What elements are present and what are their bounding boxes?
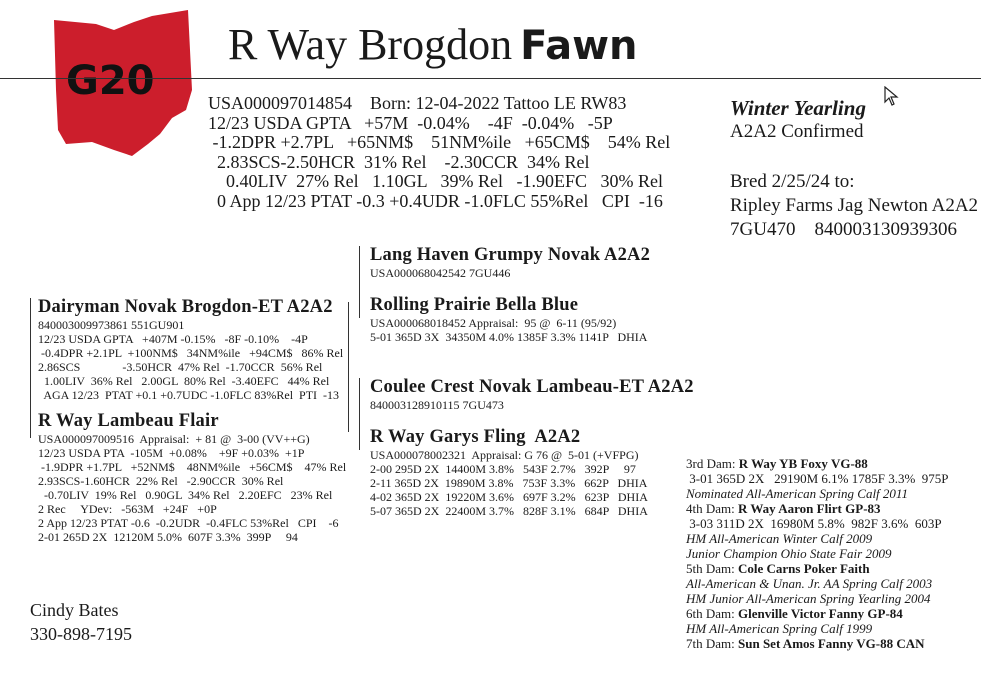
contact-phone: 330-898-7195 <box>30 624 132 644</box>
stats-line: -1.2DPR +2.7PL +65NM$ 51NM%ile +65CM$ 54% Rel <box>208 132 671 152</box>
sire-sire <box>370 244 650 280</box>
pedigree-connector <box>30 298 31 438</box>
dam-award: Nominated All-American Spring Calf 2011 <box>686 486 908 501</box>
ped-line: 5-01 365D 3X 34350M 4.0% 1385F 3.3% 1141P DHIA <box>370 330 648 344</box>
ped-line: USA000097009516 Appraisal: + 81 @ 3-00 (VV++G) <box>38 432 310 446</box>
ped-line: 2-00 295D 2X 14400M 3.8% 543F 2.7% 392P 97 <box>370 462 636 476</box>
dam-row <box>686 561 949 576</box>
stats-line: 2.83SCS-2.50HCR 31% Rel -2.30CCR 34% Rel <box>208 151 590 172</box>
animal-stats <box>208 94 670 211</box>
ped-line: 5-07 365D 2X 22400M 3.7% 828F 3.1% 684P DHIA <box>370 504 648 518</box>
ped-line: 4-02 365D 2X 19220M 3.6% 697F 3.2% 623P DHIA <box>370 490 648 504</box>
mouse-cursor-icon <box>884 86 900 106</box>
sire <box>38 296 343 402</box>
dam-award: Junior Champion Ohio State Fair 2009 <box>686 546 892 561</box>
dam-award: HM Junior All-American Spring Yearling 2004 <box>686 591 931 606</box>
dam-sire <box>370 376 694 412</box>
dam-row <box>686 501 949 516</box>
ped-line: 2.86SCS -3.50HCR 47% Rel -1.70CCR 56% Rel <box>38 360 323 374</box>
bred-info <box>730 170 978 242</box>
top-rule <box>0 78 981 79</box>
ped-line: -1.9DPR +1.7PL +52NM$ 48NM%ile +56CM$ 47% Rel <box>38 460 347 474</box>
svg-text:G20: G20 <box>66 58 155 104</box>
dam-label: 7th Dam: <box>686 636 735 651</box>
animal-name: R Way Brogdon <box>228 20 513 69</box>
bred-line: Ripley Farms Jag Newton A2A2 <box>730 195 979 216</box>
dam-name: Glenville Victor Fanny GP-84 <box>738 606 903 621</box>
dam-award: HM All-American Spring Calf 1999 <box>686 621 873 636</box>
dam-record: 3-01 365D 2X 29190M 6.1% 1785F 3.3% 975P <box>686 471 949 486</box>
stats-line: 0 App 12/23 PTAT -0.3 +0.4UDR -1.0FLC 55%Rel CPI -16 <box>208 190 663 211</box>
stats-line: 12/23 USDA GPTA +57M -0.04% -4F -0.04% -5P <box>208 112 613 133</box>
dam-row <box>686 606 949 621</box>
bred-line: Bred 2/25/24 to: <box>730 171 855 192</box>
dam-label: 5th Dam: <box>686 561 735 576</box>
ped-line: 1.00LIV 36% Rel 2.00GL 80% Rel -3.40EFC 44% Rel <box>38 374 330 388</box>
ped-line: 12/23 USDA PTA -105M +0.08% +9F +0.03% +1P <box>38 446 305 460</box>
pedigree-connector <box>359 246 360 318</box>
dam-award: All-American & Unan. Jr. AA Spring Calf 2003 <box>686 576 933 591</box>
dam-name: R Way Aaron Flirt GP-83 <box>738 501 881 516</box>
dam-name: R Way YB Foxy VG-88 <box>738 456 868 471</box>
class-label: Winter Yearling <box>730 96 866 120</box>
stats-line: 0.40LIV 27% Rel 1.10GL 39% Rel -1.90EFC 30% Rel <box>208 171 663 191</box>
ped-name: Coulee Crest Novak Lambeau-ET A2A2 <box>370 377 694 397</box>
stats-line: USA000097014854 Born: 12-04-2022 Tattoo LE RW83 <box>208 93 627 113</box>
genetics-label: A2A2 Confirmed <box>730 121 864 142</box>
sire-dam <box>370 294 647 344</box>
dam-label: 4th Dam: <box>686 501 735 516</box>
ped-line: USA000068042542 7GU446 <box>370 266 511 280</box>
ped-line: AGA 12/23 PTAT +0.1 +0.7UDC -1.0FLC 83%Rel PTI -13 <box>38 388 340 402</box>
bred-line: 7GU470 840003130939306 <box>730 219 957 240</box>
dam-label: 3rd Dam: <box>686 456 736 471</box>
ped-name: Lang Haven Grumpy Novak A2A2 <box>370 245 651 265</box>
dam-name: Cole Carns Poker Faith <box>738 561 870 576</box>
ped-line: 2-11 365D 2X 19890M 3.8% 753F 3.3% 662P DHIA <box>370 476 648 490</box>
dam-name: Sun Set Amos Fanny VG-88 CAN <box>738 636 925 651</box>
ped-line: USA000078002321 Appraisal: G 76 @ 5-01 (+VFPG) <box>370 448 639 462</box>
ped-line: 2.93SCS-1.60HCR 22% Rel -2.90CCR 30% Rel <box>38 474 284 488</box>
dam-row <box>686 456 949 471</box>
pedigree-connector <box>348 302 349 432</box>
animal-surname: Fawn <box>520 23 638 69</box>
ped-line: 2 Rec YDev: -563M +24F +0P <box>38 502 217 516</box>
contact <box>30 598 132 646</box>
ped-line: 2-01 265D 2X 12120M 5.0% 607F 3.3% 399P 94 <box>38 530 298 544</box>
ped-line: 840003128910115 7GU473 <box>370 398 504 412</box>
ped-name: R Way Lambeau Flair <box>38 411 219 431</box>
contact-name: Cindy Bates <box>30 600 119 620</box>
ped-line: 12/23 USDA GPTA +407M -0.15% -8F -0.10% -4P <box>38 332 308 346</box>
ped-line: -0.4DPR +2.1PL +100NM$ 34NM%ile +94CM$ 86% Rel <box>38 346 344 360</box>
dam-row <box>686 636 949 651</box>
class-info <box>730 96 866 144</box>
ped-line: -0.70LIV 19% Rel 0.90GL 34% Rel 2.20EFC 23% Rel <box>38 488 333 502</box>
ped-name: Rolling Prairie Bella Blue <box>370 295 579 315</box>
ped-line: 2 App 12/23 PTAT -0.6 -0.2UDR -0.4FLC 53%Rel CPI -6 <box>38 516 339 530</box>
pedigree-connector <box>359 378 360 450</box>
ped-line: 840003009973861 551GU901 <box>38 318 185 332</box>
ped-name: R Way Garys Fling A2A2 <box>370 427 581 447</box>
dam-award: HM All-American Winter Calf 2009 <box>686 531 873 546</box>
ped-name: Dairyman Novak Brogdon-ET A2A2 <box>38 297 333 317</box>
dam-label: 6th Dam: <box>686 606 735 621</box>
ped-line: USA000068018452 Appraisal: 95 @ 6-11 (95/92) <box>370 316 617 330</box>
dam-record: 3-03 311D 2X 16980M 5.8% 982F 3.6% 603P <box>686 516 942 531</box>
dam <box>38 410 346 544</box>
animal-title <box>228 18 638 73</box>
dam-dam <box>370 426 648 518</box>
maternal-line <box>686 456 949 651</box>
